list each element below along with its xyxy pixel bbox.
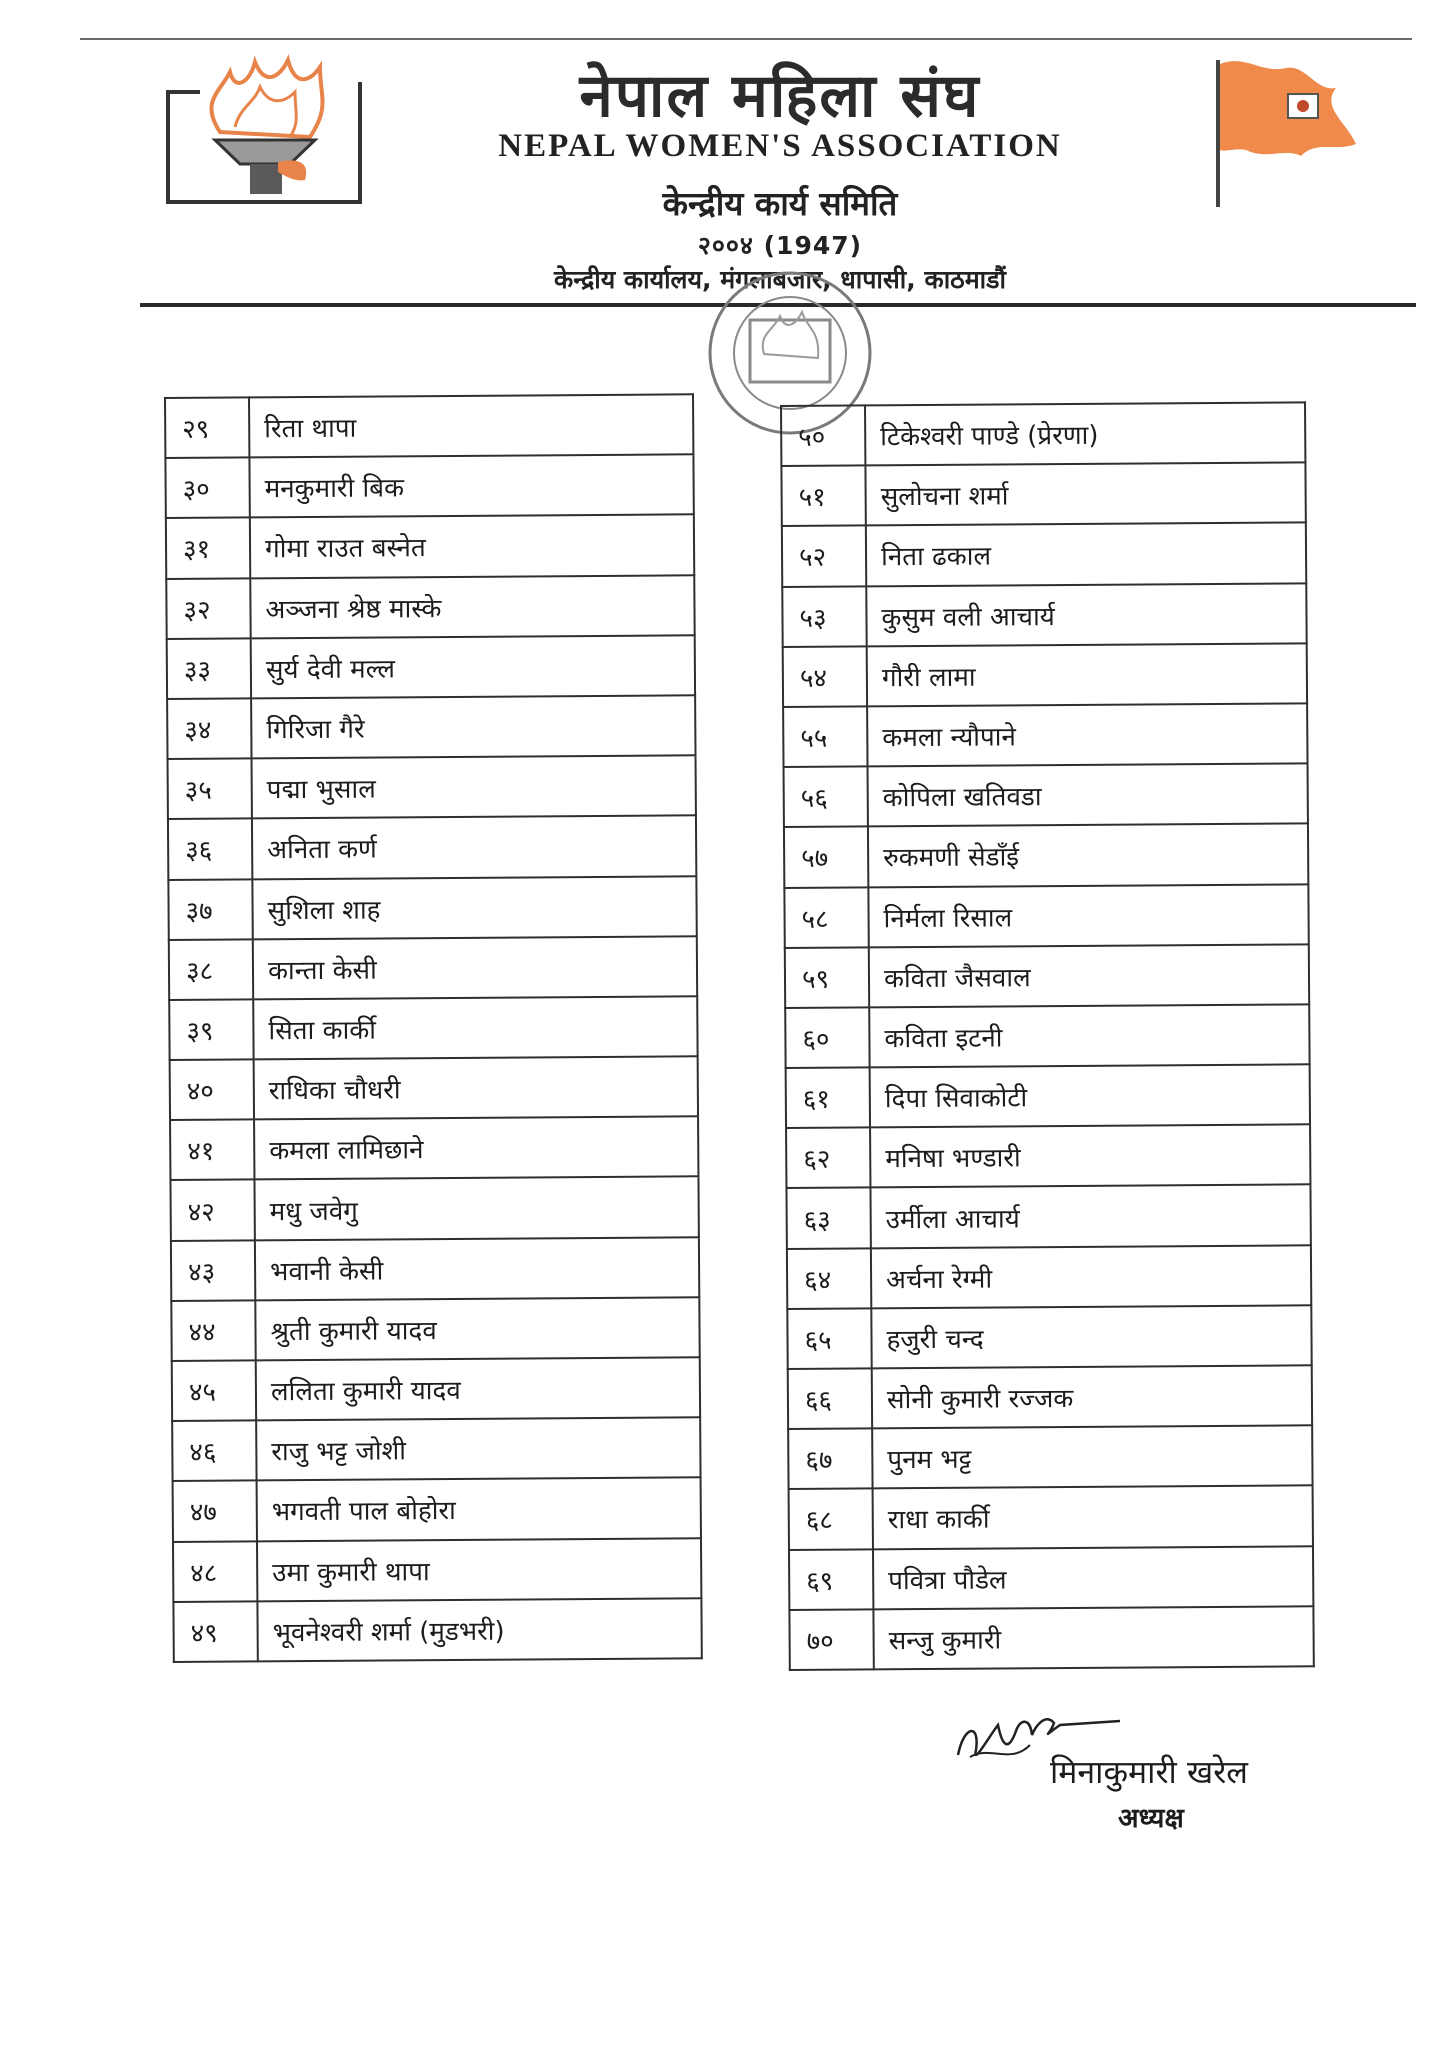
member-name: मधु जवेगु: [254, 1177, 698, 1240]
member-name: सिता कार्की: [253, 996, 697, 1059]
member-name: मनकुमारी बिक: [249, 454, 693, 517]
member-number: ६१: [786, 1067, 870, 1128]
member-number: ६५: [787, 1308, 871, 1369]
member-name: कोपिला खतिवडा: [868, 763, 1308, 826]
member-name: कविता जैसवाल: [869, 944, 1309, 1007]
member-number: ५४: [783, 646, 867, 707]
member-row: [165, 454, 693, 518]
member-row: [788, 1365, 1312, 1429]
member-row: [786, 1064, 1310, 1128]
member-table-left: [164, 393, 703, 1663]
member-number: ६४: [787, 1248, 871, 1309]
member-number: ३१: [166, 518, 250, 579]
member-number: ४२: [170, 1180, 254, 1241]
member-name: दिपा सिवाकोटी: [870, 1064, 1310, 1127]
member-number: ४०: [170, 1059, 254, 1120]
member-row: [165, 394, 693, 458]
member-row: [168, 755, 696, 819]
member-row: [166, 515, 694, 579]
member-number: ३२: [166, 578, 250, 639]
member-row: [787, 1245, 1311, 1309]
org-title-english: NEPAL WOMEN'S ASSOCIATION: [498, 128, 1062, 164]
member-name: कान्ता केसी: [253, 936, 697, 999]
member-row: [172, 1357, 700, 1421]
member-row: [167, 695, 695, 759]
member-row: [173, 1478, 701, 1542]
member-row: [166, 575, 694, 639]
member-name: राधिका चौधरी: [254, 1056, 698, 1119]
member-number: ५९: [785, 947, 869, 1008]
member-row: [171, 1297, 699, 1361]
signatory-name: मिनाकुमारी खरेल: [1050, 1753, 1248, 1791]
member-row: [167, 635, 695, 699]
member-name: गौरी लामा: [867, 643, 1307, 706]
top-rule: [80, 38, 1412, 40]
member-row: [784, 884, 1308, 948]
member-name: श्रुती कुमारी यादव: [255, 1297, 699, 1360]
member-name: पद्मा भुसाल: [252, 755, 696, 818]
member-name: निर्मला रिसाल: [868, 884, 1308, 947]
member-name: भूवनेश्वरी शर्मा (मुडभरी): [257, 1598, 701, 1661]
member-row: [782, 523, 1306, 587]
member-row: [173, 1538, 701, 1602]
member-number: ३३: [167, 638, 251, 699]
member-row: [787, 1305, 1311, 1369]
member-number: ५७: [784, 827, 868, 888]
member-number: ३०: [165, 458, 249, 519]
member-row: [788, 1425, 1312, 1489]
member-name: रिता थापा: [249, 394, 693, 457]
member-name: उर्मीला आचार्य: [870, 1185, 1310, 1248]
member-name: सुशिला शाह: [252, 876, 696, 939]
member-table-right: [780, 401, 1315, 1671]
member-name: भवानी केसी: [255, 1237, 699, 1300]
member-name: भगवती पाल बोहोरा: [257, 1478, 701, 1541]
member-row: [170, 1056, 698, 1120]
member-row: [789, 1486, 1313, 1550]
member-number: ४३: [171, 1240, 255, 1301]
member-number: ५५: [783, 706, 867, 767]
founding-year: २००४ (1947): [697, 231, 863, 260]
member-row: [783, 703, 1307, 767]
member-row: [782, 583, 1306, 647]
member-name: गोमा राउत बस्नेत: [250, 515, 694, 578]
member-name: सुर्य देवी मल्ल: [251, 635, 695, 698]
member-name: निता ढकाल: [866, 523, 1306, 586]
member-row: [173, 1598, 701, 1662]
member-row: [172, 1417, 700, 1481]
member-name: पुनम भट्ट: [872, 1425, 1312, 1488]
committee-name: केन्द्रीय कार्य समिति: [662, 184, 898, 223]
member-number: ६७: [788, 1429, 872, 1490]
member-number: ४४: [171, 1300, 255, 1361]
member-number: ५३: [782, 586, 866, 647]
member-name: कमला न्यौपाने: [867, 703, 1307, 766]
member-name: अर्चना रेग्मी: [871, 1245, 1311, 1308]
member-number: ६०: [785, 1007, 869, 1068]
member-number: ६२: [786, 1128, 870, 1189]
member-name: गिरिजा गैरे: [251, 695, 695, 758]
member-number: ५६: [784, 767, 868, 828]
org-title-nepali: नेपाल महिला संघ: [579, 61, 981, 131]
member-name: रुकमणी सेडाँई: [868, 824, 1308, 887]
member-number: ६९: [789, 1549, 873, 1610]
member-number: ६८: [789, 1489, 873, 1550]
member-number: ३८: [169, 939, 253, 1000]
member-row: [786, 1185, 1310, 1249]
member-number: ३६: [168, 819, 252, 880]
member-row: [789, 1546, 1313, 1610]
member-number: ६६: [788, 1368, 872, 1429]
member-name: कुसुम वली आचार्य: [866, 583, 1306, 646]
member-number: ५२: [782, 526, 866, 587]
member-row: [171, 1237, 699, 1301]
member-number: ४५: [172, 1360, 256, 1421]
member-number: ५१: [781, 466, 865, 527]
member-row: [783, 643, 1307, 707]
member-name: सोनी कुमारी रज्जक: [872, 1365, 1312, 1428]
member-name: सन्जु कुमारी: [873, 1606, 1313, 1669]
member-row: [781, 463, 1305, 527]
member-row: [170, 1177, 698, 1241]
member-row: [169, 996, 697, 1060]
member-row: [786, 1125, 1310, 1189]
member-number: ४१: [170, 1120, 254, 1181]
member-name: मनिषा भण्डारी: [870, 1125, 1310, 1188]
member-name: टिकेश्वरी पाण्डे (प्रेरणा): [865, 402, 1305, 465]
member-number: ६३: [786, 1188, 870, 1249]
member-number: ३४: [167, 698, 251, 759]
member-number: ४९: [173, 1601, 257, 1662]
member-row: [784, 824, 1308, 888]
member-row: [170, 1117, 698, 1181]
member-name: सुलोचना शर्मा: [865, 463, 1305, 526]
signatory-title: अध्यक्ष: [1118, 1803, 1184, 1834]
member-number: ५८: [784, 887, 868, 948]
member-name: राधा कार्की: [873, 1486, 1313, 1549]
member-row: [789, 1606, 1313, 1670]
member-number: ५०: [781, 405, 865, 466]
member-name: उमा कुमारी थापा: [257, 1538, 701, 1601]
member-number: २९: [165, 397, 249, 458]
member-number: ७०: [789, 1609, 873, 1670]
member-name: राजु भट्ट जोशी: [256, 1417, 700, 1480]
member-row: [168, 816, 696, 880]
member-number: ३५: [168, 759, 252, 820]
member-row: [781, 402, 1305, 466]
party-flag-logo: [1206, 52, 1366, 212]
torch-emblem-logo: [160, 52, 365, 212]
member-name: कविता इटनी: [869, 1004, 1309, 1067]
member-number: ४८: [173, 1541, 257, 1602]
member-row: [785, 944, 1309, 1008]
member-row: [785, 1004, 1309, 1068]
office-address: केन्द्रीय कार्यालय, मंगलाबजार, धापासी, काठमाडौं: [554, 265, 1006, 294]
member-name: कमला लामिछाने: [254, 1117, 698, 1180]
member-name: ललिता कुमारी यादव: [256, 1357, 700, 1420]
member-row: [168, 876, 696, 940]
member-number: ४७: [173, 1481, 257, 1542]
member-number: ३९: [169, 999, 253, 1060]
member-name: पवित्रा पौडेल: [873, 1546, 1313, 1609]
member-number: ४६: [172, 1421, 256, 1482]
member-name: अनिता कर्ण: [252, 816, 696, 879]
member-row: [169, 936, 697, 1000]
member-row: [784, 763, 1308, 827]
member-name: अञ्जना श्रेष्ठ मास्के: [250, 575, 694, 638]
member-name: हजुरी चन्द: [871, 1305, 1311, 1368]
member-number: ३७: [168, 879, 252, 940]
